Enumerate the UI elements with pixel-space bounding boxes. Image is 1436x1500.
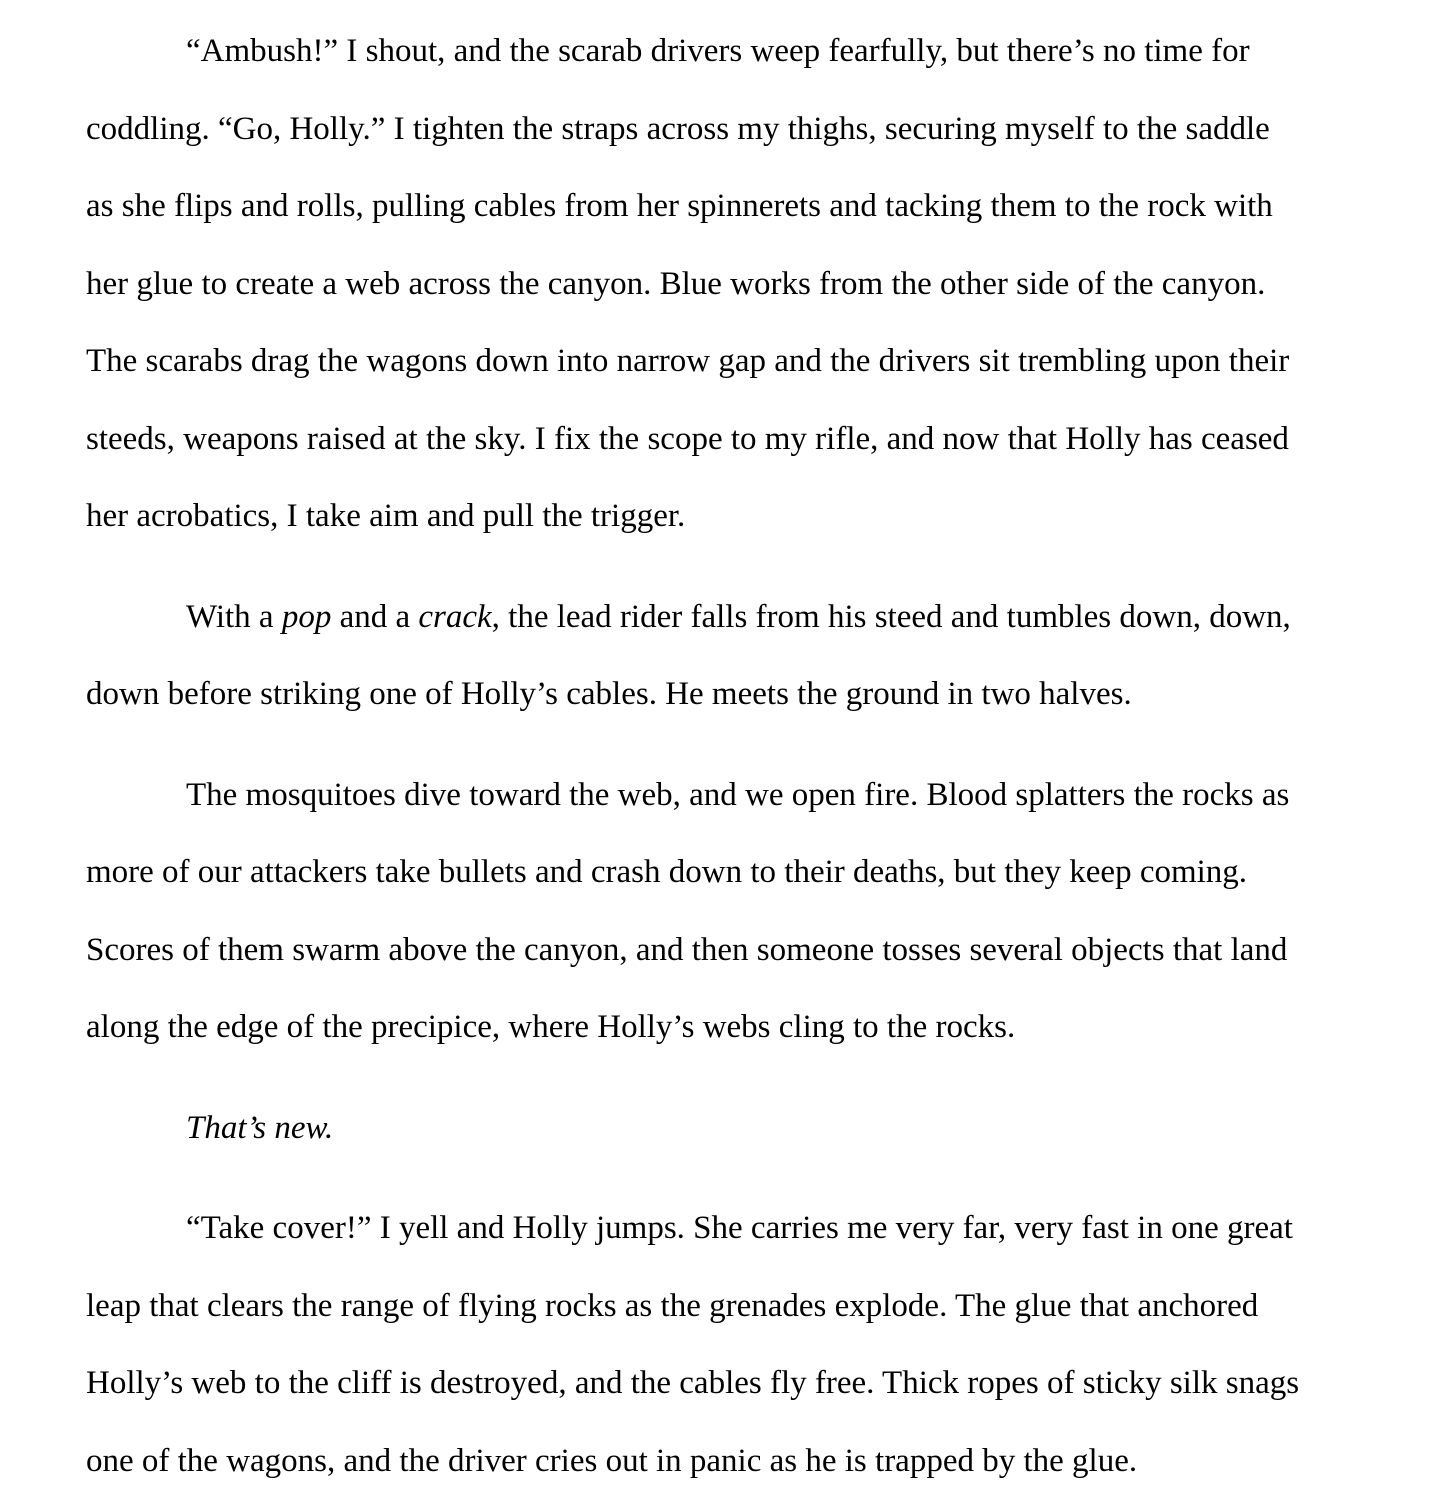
paragraph-thats-new — [86, 1090, 1336, 1168]
text-run: With a — [186, 599, 282, 635]
text-line — [86, 1090, 1336, 1168]
text-line: “Ambush!” I shout, and the scarab drivers weep fearfully, but there’s no time for — [86, 13, 1336, 91]
text-line: as she flips and rolls, pulling cables from her spinnerets and tacking them to the rock with — [86, 168, 1336, 246]
italic-pop: pop — [282, 599, 332, 635]
text-line: one of the wagons, and the driver cries out in panic as he is trapped by the glue. — [86, 1423, 1336, 1500]
text-run: , the lead rider falls from his steed and tumbles down, down, — [492, 599, 1291, 635]
text-run: and a — [331, 599, 418, 635]
text-line: her acrobatics, I take aim and pull the trigger. — [86, 478, 1336, 556]
text-line: steeds, weapons raised at the sky. I fix the scope to my rifle, and now that Holly has ceased — [86, 401, 1336, 479]
paragraph-take-cover — [86, 1190, 1336, 1500]
italic-thought: That’s new. — [186, 1110, 333, 1146]
italic-crack: crack — [418, 599, 491, 635]
paragraph-ambush — [86, 13, 1336, 556]
text-line: her glue to create a web across the canyon. Blue works from the other side of the canyon. — [86, 246, 1336, 324]
paragraph-pop-crack — [86, 579, 1336, 734]
text-line: coddling. “Go, Holly.” I tighten the straps across my thighs, securing myself to the saddle — [86, 91, 1336, 169]
text-line: along the edge of the precipice, where Holly’s webs cling to the rocks. — [86, 989, 1336, 1067]
text-line: “Take cover!” I yell and Holly jumps. She carries me very far, very fast in one great — [86, 1190, 1336, 1268]
document-page — [86, 13, 1336, 1500]
text-line — [86, 579, 1336, 657]
text-line: The scarabs drag the wagons down into narrow gap and the drivers sit trembling upon their — [86, 323, 1336, 401]
text-line: more of our attackers take bullets and crash down to their deaths, but they keep coming. — [86, 834, 1336, 912]
paragraph-mosquitoes — [86, 757, 1336, 1067]
text-line: Scores of them swarm above the canyon, and then someone tosses several objects that land — [86, 912, 1336, 990]
text-line: leap that clears the range of flying rocks as the grenades explode. The glue that anchored — [86, 1268, 1336, 1346]
text-line: down before striking one of Holly’s cables. He meets the ground in two halves. — [86, 656, 1336, 734]
text-line: The mosquitoes dive toward the web, and we open fire. Blood splatters the rocks as — [86, 757, 1336, 835]
text-line: Holly’s web to the cliff is destroyed, and the cables fly free. Thick ropes of sticky silk snags — [86, 1345, 1336, 1423]
